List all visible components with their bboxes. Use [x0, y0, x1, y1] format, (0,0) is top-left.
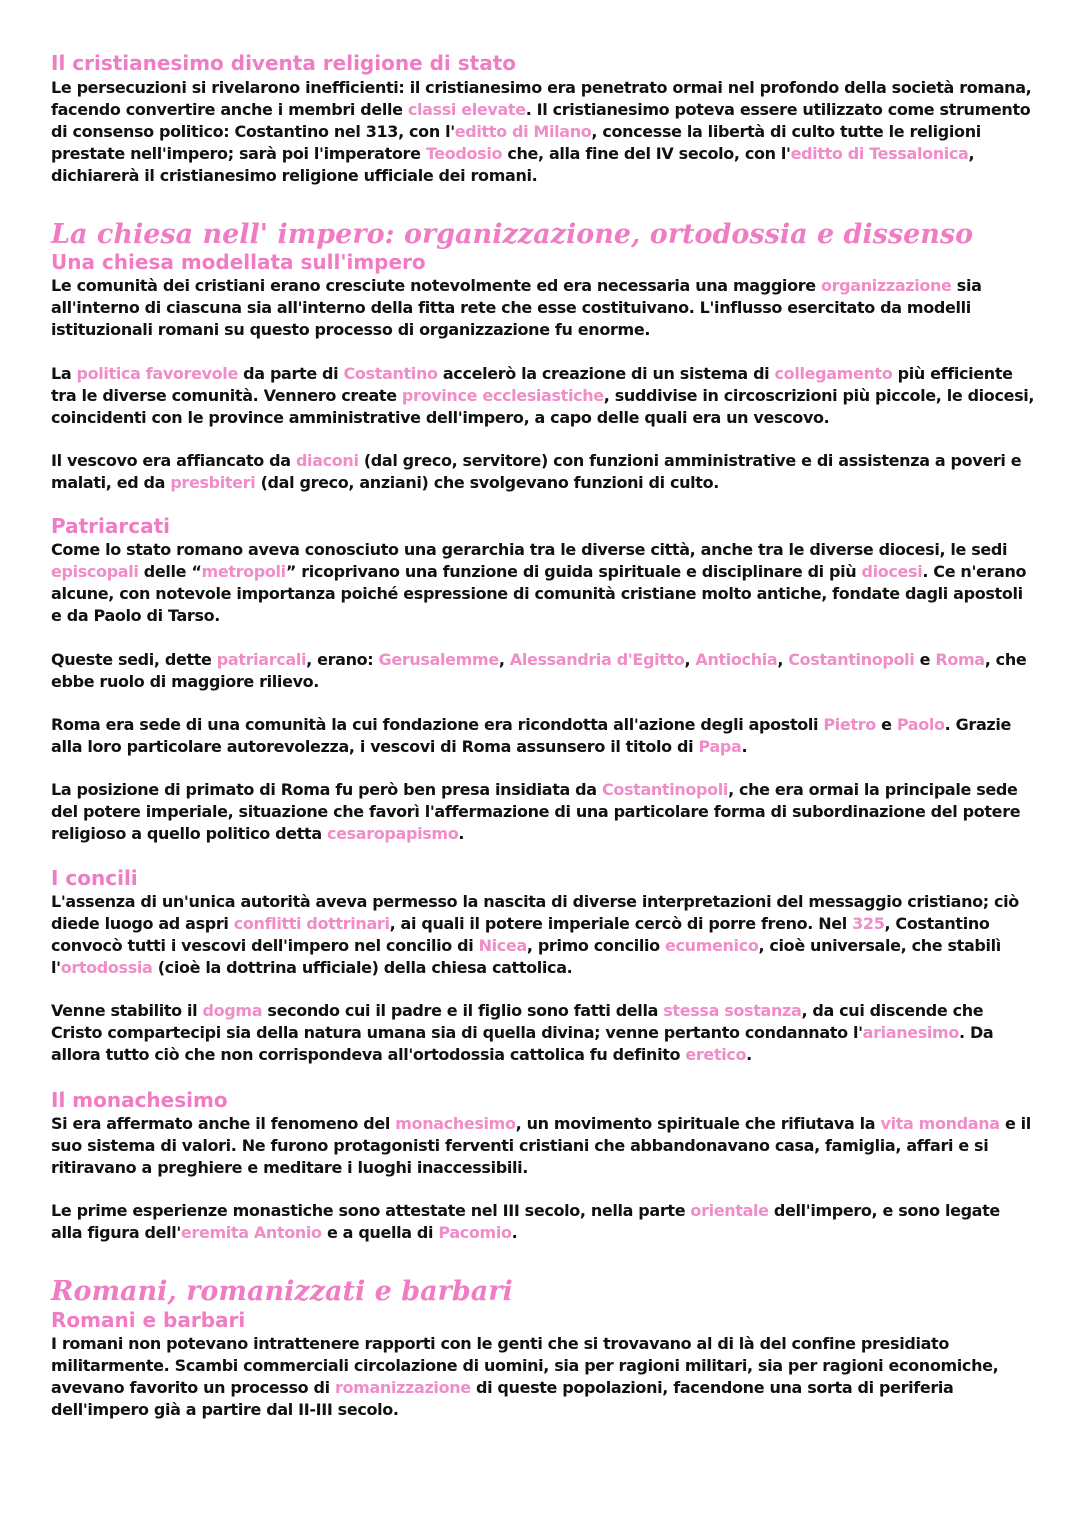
text-run: , erano:	[306, 650, 379, 669]
highlighted-term: Costantinopoli	[788, 650, 915, 669]
highlighted-term: Paolo	[896, 715, 945, 734]
text-run: La posizione di primato di Roma fu però ben presa insidiata da	[51, 780, 602, 799]
paragraph	[51, 891, 1036, 979]
text-run: e	[875, 715, 897, 734]
text-run: sia all'interno di ciascuna sia all'interno della fitta rete che esse costituivano. L'influsso esercitato da modelli istituzionali romani su questo processo di organizzazione fu enorme.	[51, 276, 982, 339]
text-run: , concesse la libertà di culto tutte le religioni prestate nell'impero; sarà poi l'imperatore	[51, 122, 981, 163]
text-run: secondo cui il padre e il figlio sono fatti della	[262, 1001, 664, 1020]
section-heading-chiesa-modellata: Una chiesa modellata sull'impero	[51, 250, 426, 274]
highlighted-term: ecumenico	[665, 936, 759, 955]
highlighted-term: Antiochia	[695, 650, 778, 669]
chapter-title-chiesa: La chiesa nell' impero: organizzazione, ortodossia e dissenso	[51, 219, 974, 250]
text-run: , primo concilio	[526, 936, 666, 955]
text-run: Le prime esperienze monastiche sono attestate nel III secolo, nella parte	[51, 1201, 691, 1220]
paragraph	[51, 779, 1036, 845]
text-run: , Costantino convocò tutti i vescovi dell'impero nel concilio di	[51, 914, 990, 955]
text-run: ,	[777, 650, 789, 669]
text-run: Come lo stato romano aveva conosciuto una gerarchia tra le diverse città, anche tra le diverse diocesi, le sedi	[51, 540, 1008, 559]
paragraph	[51, 77, 1036, 187]
highlighted-term: Roma	[935, 650, 985, 669]
text-run: (dal greco, anziani) che svolgevano funzioni di culto.	[255, 473, 719, 492]
text-run: , ai quali il potere imperiale cercò di porre freno. Nel	[389, 914, 853, 933]
text-run: Le comunità dei cristiani erano cresciute notevolmente ed era necessaria una maggiore	[51, 276, 821, 295]
text-run: , suddivise in circoscrizioni più piccole, le diocesi, coincidenti con le province amministrative dell'impero, a capo delle quali era un vescovo.	[51, 386, 1035, 427]
text-run: La	[51, 364, 77, 383]
text-run: più efficiente tra le diverse comunità. Vennero create	[51, 364, 1013, 405]
highlighted-term: episcopali	[51, 562, 139, 581]
highlighted-term: arianesimo	[862, 1023, 960, 1042]
highlighted-term: metropoli	[201, 562, 286, 581]
text-run: Roma era sede di una comunità la cui fondazione era ricondotta all'azione degli apostoli	[51, 715, 824, 734]
text-run: (dal greco, servitore) con funzioni amministrative e di assistenza a poveri e malati, ed da	[51, 451, 1022, 492]
paragraph	[51, 450, 1036, 494]
text-run: Queste sedi, dette	[51, 650, 217, 669]
highlighted-term: Costantino	[343, 364, 438, 383]
highlighted-term: 325	[852, 914, 885, 933]
highlighted-term: Alessandria d'Egitto	[509, 650, 685, 669]
text-run: accelerò la creazione di un sistema di	[437, 364, 775, 383]
highlighted-term: collegamento	[774, 364, 893, 383]
text-run: da parte di	[237, 364, 344, 383]
paragraph	[51, 539, 1036, 627]
highlighted-term: politica favorevole	[76, 364, 238, 383]
highlighted-term: province ecclesiastiche	[401, 386, 604, 405]
text-run: dell'impero, e sono legate alla figura dell'	[51, 1201, 1000, 1242]
text-run: , dichiarerà il cristianesimo religione ufficiale dei romani.	[51, 144, 975, 185]
highlighted-term: orientale	[690, 1201, 769, 1220]
text-run: . Il cristianesimo poteva essere utilizzato come strumento di consenso politico: Costantino nel 313, con l'	[51, 100, 1031, 141]
highlighted-term: Costantinopoli	[601, 780, 729, 799]
text-run: .	[746, 1045, 752, 1064]
section-heading-stato: Il cristianesimo diventa religione di stato	[51, 51, 516, 75]
chapter-title-romani: Romani, romanizzati e barbari	[51, 1276, 513, 1307]
text-run: .	[511, 1223, 518, 1242]
paragraph	[51, 363, 1036, 429]
highlighted-term: classi elevate	[407, 100, 526, 119]
paragraph	[51, 649, 1036, 693]
highlighted-term: eretico	[685, 1045, 747, 1064]
highlighted-term: cesaropapismo	[326, 824, 459, 843]
section-heading-patriarcati: Patriarcati	[51, 514, 171, 538]
text-run: e a quella di	[321, 1223, 439, 1242]
text-run: delle “	[138, 562, 202, 581]
text-run: e il suo sistema di valori. Ne furono protagonisti ferventi cristiani che abbandonavano casa, famiglia, affari e si ritiravano a preghiere e meditare i luoghi inaccessibili.	[51, 1114, 1031, 1177]
highlighted-term: editto di Milano	[454, 122, 592, 141]
highlighted-term: conflitti dottrinari	[233, 914, 390, 933]
highlighted-term: diocesi	[861, 562, 923, 581]
text-run: L'assenza di un'unica autorità aveva permesso la nascita di diverse interpretazioni del messaggio cristiano; ciò diede luogo ad aspri	[51, 892, 1019, 933]
highlighted-term: presbiteri	[170, 473, 256, 492]
text-run: ,	[684, 650, 696, 669]
paragraph	[51, 1000, 1036, 1066]
text-run: ,	[498, 650, 510, 669]
highlighted-term: editto di Tessalonica	[790, 144, 969, 163]
text-run: di queste popolazioni, facendone una sorta di periferia dell'impero già a partire dal II-III secolo.	[51, 1378, 954, 1419]
paragraph	[51, 1333, 1036, 1421]
highlighted-term: Nicea	[478, 936, 527, 955]
text-run: Si era affermato anche il fenomeno del	[51, 1114, 396, 1133]
section-heading-monachesimo: Il monachesimo	[51, 1088, 228, 1112]
text-run: . Grazie alla loro particolare autorevolezza, i vescovi di Roma assunsero il titolo di	[51, 715, 1011, 756]
highlighted-term: organizzazione	[820, 276, 952, 295]
highlighted-term: Gerusalemme	[378, 650, 499, 669]
text-run: , che era ormai la principale sede del potere imperiale, situazione che favorì l'affermazione di una particolare forma di subordinazione del potere religioso a quello politico detta	[51, 780, 1021, 843]
highlighted-term: Papa	[698, 737, 742, 756]
text-run: Il vescovo era affiancato da	[51, 451, 296, 470]
text-run: Le persecuzioni si rivelarono inefficienti: il cristianesimo era penetrato ormai nel profondo della società romana, facendo convertire anche i membri delle	[51, 78, 1032, 119]
text-run: , un movimento spirituale che rifiutava la	[515, 1114, 881, 1133]
paragraph	[51, 275, 1036, 341]
highlighted-term: Pietro	[823, 715, 876, 734]
text-run: e	[914, 650, 936, 669]
highlighted-term: vita mondana	[880, 1114, 1000, 1133]
highlighted-term: monachesimo	[395, 1114, 516, 1133]
text-run: . Ce n'erano alcune, con notevole importanza poiché espressione di comunità cristiane molto antiche, fondate dagli apostoli e da Paolo di Tarso.	[51, 562, 1027, 625]
text-run: I romani non potevano intrattenere rapporti con le genti che si trovavano al di là del confine presidiato militarmente. Scambi commerciali circolazione di uomini, sia per ragioni militari, sia per ragioni economiche, avevano favorito un processo di	[51, 1334, 999, 1397]
highlighted-term: stessa sostanza	[663, 1001, 802, 1020]
text-run: , che ebbe ruolo di maggiore rilievo.	[51, 650, 1027, 691]
section-heading-concili: I concili	[51, 866, 138, 890]
text-run: ” ricoprivano una funzione di guida spirituale e disciplinare di più	[285, 562, 862, 581]
text-run: che, alla fine del IV secolo, con l'	[502, 144, 791, 163]
text-run: (cioè la dottrina ufficiale) della chiesa cattolica.	[152, 958, 573, 977]
paragraph	[51, 1113, 1036, 1179]
highlighted-term: Pacomio	[438, 1223, 512, 1242]
text-run: , da cui discende che Cristo compartecipi sia della natura umana sia di quella divina; venne pertanto condannato l'	[51, 1001, 984, 1042]
highlighted-term: eremita Antonio	[180, 1223, 322, 1242]
highlighted-term: diaconi	[295, 451, 359, 470]
text-run: , cioè universale, che stabilì l'	[51, 936, 1001, 977]
paragraph	[51, 714, 1036, 758]
text-run: Venne stabilito il	[51, 1001, 203, 1020]
highlighted-term: Teodosio	[425, 144, 503, 163]
highlighted-term: ortodossia	[60, 958, 153, 977]
highlighted-term: dogma	[202, 1001, 263, 1020]
highlighted-term: patriarcali	[216, 650, 307, 669]
highlighted-term: romanizzazione	[334, 1378, 471, 1397]
text-run: .	[741, 737, 748, 756]
text-run: . Da allora tutto ciò che non corrispondeva all'ortodossia cattolica fu definito	[51, 1023, 994, 1064]
section-heading-romani-barbari: Romani e barbari	[51, 1308, 246, 1332]
text-run: .	[458, 824, 465, 843]
paragraph	[51, 1200, 1036, 1244]
